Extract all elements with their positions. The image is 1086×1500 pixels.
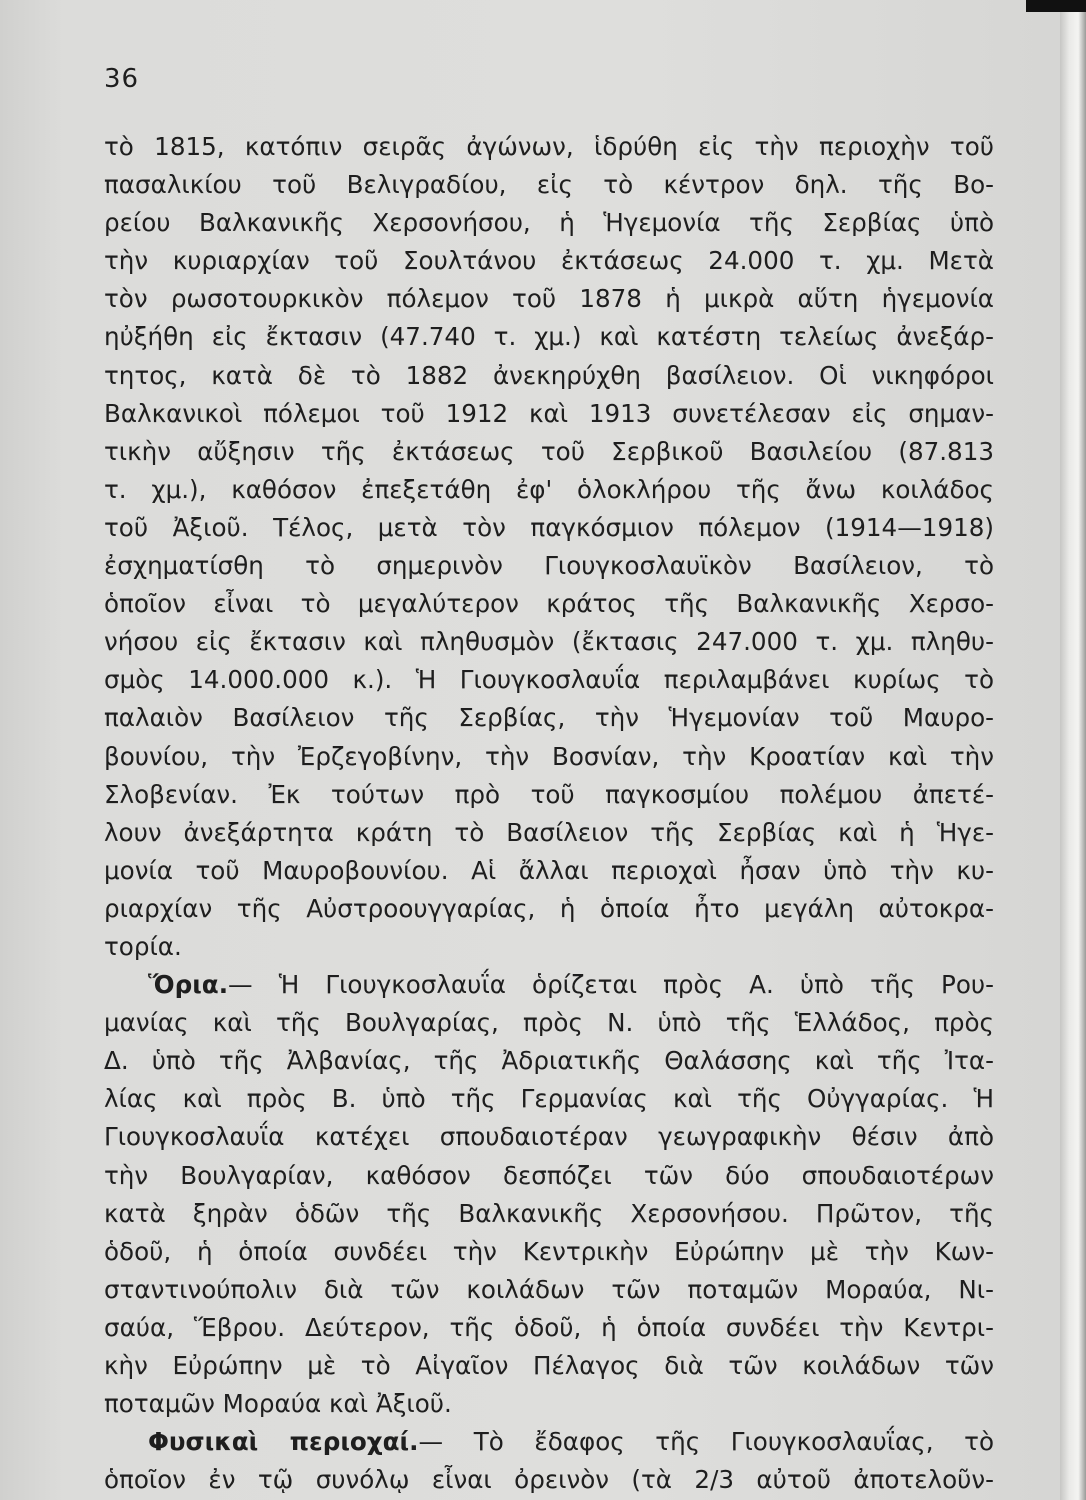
page-text: [104, 128, 994, 1499]
text-line: ὁποῖον εἶναι τὸ μεγαλύτερον κράτος τῆς Βαλκανικῆς Χερσο-: [104, 589, 994, 619]
page-number: 36: [104, 64, 140, 94]
text-line: τὴν Βουλγαρίαν, καθόσον δεσπόζει τῶν δύο σπουδαιοτέρων: [104, 1160, 994, 1190]
text-line: ἐσχηματίσθη τὸ σημερινὸν Γιουγκοσλαυϊκὸν Βασίλειον, τὸ: [104, 551, 994, 581]
text-line: τὴν κυριαρχίαν τοῦ Σουλτάνου ἐκτάσεως 24.000 τ. χμ. Μετὰ: [104, 246, 994, 276]
text-line: τητος, κατὰ δὲ τὸ 1882 ἀνεκηρύχθη βασίλειον. Οἱ νικηφόροι: [104, 360, 994, 390]
text-line: σαύα, Ἕβρου. Δεύτερον, τῆς ὁδοῦ, ἡ ὁποία συνδέει τὴν Κεντρι-: [104, 1312, 994, 1342]
text-line: κὴν Εὐρώπην μὲ τὸ Αἰγαῖον Πέλαγος διὰ τῶν κοιλάδων τῶν: [104, 1351, 994, 1380]
text-line: λουν ἀνεξάρτητα κράτη τὸ Βασίλειον τῆς Σερβίας καὶ ἡ Ἡγε-: [104, 817, 994, 847]
text-line: ὁποῖον ἐν τῷ συνόλῳ εἶναι ὀρεινὸν (τὰ 2/3 αὐτοῦ ἀποτελοῦν-: [104, 1465, 994, 1495]
text-line: λίας καὶ πρὸς Β. ὑπὸ τῆς Γερμανίας καὶ τῆς Οὐγγαρίας. Ἡ: [104, 1084, 994, 1114]
text-line: τικὴν αὔξησιν τῆς ἐκτάσεως τοῦ Σερβικοῦ Βασιλείου (87.813: [104, 436, 994, 466]
text-line: σμὸς 14.000.000 κ.). Ἡ Γιουγκοσλαυΐα περιλαμβάνει κυρίως τὸ: [104, 665, 994, 695]
text-line: μονία τοῦ Μαυροβουνίου. Αἱ ἄλλαι περιοχαὶ ἦσαν ὑπὸ τὴν κυ-: [104, 855, 994, 885]
text-line: βουνίου, τὴν Ἐρζεγοβίνην, τὴν Βοσνίαν, τὴν Κροατίαν καὶ τὴν: [104, 741, 994, 771]
section-heading-physikai: Φυσικαὶ περιοχαί.: [148, 1427, 419, 1457]
text-line: Βαλκανικοὶ πόλεμοι τοῦ 1912 καὶ 1913 συνετέλεσαν εἰς σημαν-: [104, 398, 994, 428]
text-line: Γιουγκοσλαυΐα κατέχει σπουδαιοτέραν γεωγραφικὴν θέσιν ἀπὸ: [104, 1122, 994, 1152]
text-line: νήσου εἰς ἔκτασιν καὶ πληθυσμὸν (ἔκτασις 247.000 τ. χμ. πληθυ-: [104, 627, 994, 657]
text-line: πασαλικίου τοῦ Βελιγραδίου, εἰς τὸ κέντρον δηλ. τῆς Βο-: [104, 170, 994, 200]
text-line: κατὰ ξηρὰν ὁδῶν τῆς Βαλκανικῆς Χερσονήσου. Πρῶτον, τῆς: [104, 1198, 994, 1228]
text-line: ποταμῶν Μοραύα καὶ Ἀξιοῦ.: [104, 1389, 452, 1419]
text-line: τὸν ρωσοτουρκικὸν πόλεμον τοῦ 1878 ἡ μικρὰ αὕτη ἡγεμονία: [104, 284, 994, 314]
section-oria-first-line: [104, 966, 994, 1004]
text-line: τ. χμ.), καθόσον ἐπεξετάθη ἐφ' ὁλοκλήρου τῆς ἄνω κοιλάδος: [104, 474, 994, 504]
text-line: Δ. ὑπὸ τῆς Ἀλβανίας, τῆς Ἀδριατικῆς Θαλάσσης καὶ τῆς Ἰτα-: [104, 1046, 994, 1076]
text-line: τοῦ Ἀξιοῦ. Τέλος, μετὰ τὸν παγκόσμιον πόλεμον (1914—1918): [104, 512, 994, 542]
text-line: ριαρχίαν τῆς Αὐστροουγγαρίας, ἡ ὁποία ἦτο μεγάλη αὐτοκρα-: [104, 893, 994, 923]
section-heading-oria: Ὅρια.: [148, 970, 229, 1000]
text-line: σταντινούπολιν διὰ τῶν κοιλάδων τῶν ποταμῶν Μοραύα, Νι-: [104, 1274, 994, 1304]
text-line: ὁδοῦ, ἡ ὁποία συνδέει τὴν Κεντρικὴν Εὐρώπην μὲ τὴν Κων-: [104, 1236, 994, 1266]
scan-corner: [1026, 0, 1086, 12]
section-physikai-first-line: [104, 1423, 994, 1461]
text-line: ηὐξήθη εἰς ἔκτασιν (47.740 τ. χμ.) καὶ κατέστη τελείως ἀνεξάρ-: [104, 322, 994, 352]
page-edge: [1060, 0, 1086, 1500]
text-line: ρείου Βαλκανικῆς Χερσονήσου, ἡ Ἡγεμονία τῆς Σερβίας ὑπὸ: [104, 208, 994, 238]
text-line: τορία.: [104, 931, 182, 961]
text-line: παλαιὸν Βασίλειον τῆς Σερβίας, τὴν Ἡγεμονίαν τοῦ Μαυρο-: [104, 703, 994, 733]
text-line: Σλοβενίαν. Ἐκ τούτων πρὸ τοῦ παγκοσμίου πολέμου ἀπετέ-: [104, 779, 994, 809]
section-oria-first-line-text: — Ἡ Γιουγκοσλαυΐα ὁρίζεται πρὸς Α. ὑπὸ τῆς Ρου-: [228, 970, 994, 1000]
text-line: μανίας καὶ τῆς Βουλγαρίας, πρὸς Ν. ὑπὸ τῆς Ἑλλάδος, πρὸς: [104, 1008, 994, 1038]
text-line: τὸ 1815, κατόπιν σειρᾶς ἀγώνων, ἱδρύθη εἰς τὴν περιοχὴν τοῦ: [104, 132, 994, 161]
section-physikai-first-line-text: — Τὸ ἔδαφος τῆς Γιουγκοσλαυΐας, τὸ: [418, 1427, 994, 1457]
